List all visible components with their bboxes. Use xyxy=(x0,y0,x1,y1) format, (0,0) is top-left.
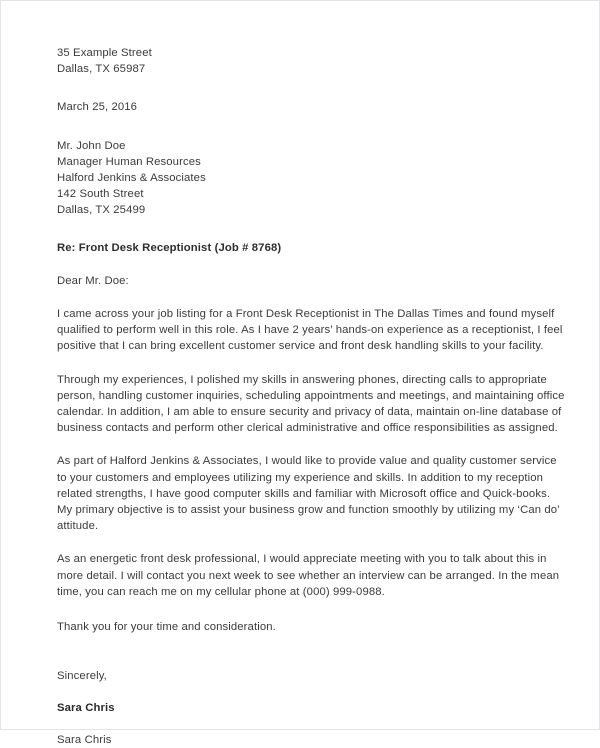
letter-body xyxy=(57,45,567,748)
recipient-street: 142 South Street xyxy=(57,188,144,201)
recipient-address-block xyxy=(57,138,567,219)
recipient-title: Manager Human Resources xyxy=(57,155,201,168)
sender-address-line-2: Dallas, TX 65987 xyxy=(57,63,146,76)
sender-address-line-1: 35 Example Street xyxy=(57,47,152,59)
body-paragraph-1: I came across your job listing for a Front Desk Receptionist in The Dallas Times and found myself qualified to perform well in this role. As I have 2 years’ hands-on experience as a receptionist, I feel positive that I can bring excellent customer service and front desk handling skills to your facility. xyxy=(57,308,563,353)
recipient-city-state-zip: Dallas, TX 25499 xyxy=(57,204,146,217)
recipient-name: Mr. John Doe xyxy=(57,139,126,152)
typed-name: Sara Chris xyxy=(57,733,112,746)
subject-line: Re: Front Desk Receptionist (Job # 8768) xyxy=(57,241,282,254)
closing-salutation: Sincerely, xyxy=(57,670,107,683)
letter-date: March 25, 2016 xyxy=(57,101,138,114)
body-paragraph-2: Through my experiences, I polished my skills in answering phones, directing calls to appropriate person, handling customer inquiries, scheduling appointments and meetings, and maintaining office calendar. In addition, I am able to ensure security and privacy of data, maintain on-line database of business contacts and perform other clerical administrative and office responsibilities as assigned. xyxy=(57,373,565,435)
body-paragraph-3: As part of Halford Jenkins & Associates, I would like to provide value and quality customer service to your customers and employees utilizing my experience and skills. In addition to my reception related strengths, I have good computer skills and familiar with Microsoft office and Quick-books. My primary objective is to assist your business grow and function smoothly by utilizing my ‘Can do’ attitude. xyxy=(57,455,560,533)
recipient-company: Halford Jenkins & Associates xyxy=(57,172,206,185)
body-paragraph-4: As an energetic front desk professional, I would appreciate meeting with you to talk about this in more detail. I will contact you next week to see whether an interview can be arranged. In the mean time, you can reach me on my cellular phone at (000) 999-0988. xyxy=(57,553,560,598)
salutation: Dear Mr. Doe: xyxy=(57,274,129,287)
sender-address-block xyxy=(57,45,567,77)
thank-you-line: Thank you for your time and consideration. xyxy=(57,621,276,634)
signature-name: Sara Chris xyxy=(57,702,115,715)
